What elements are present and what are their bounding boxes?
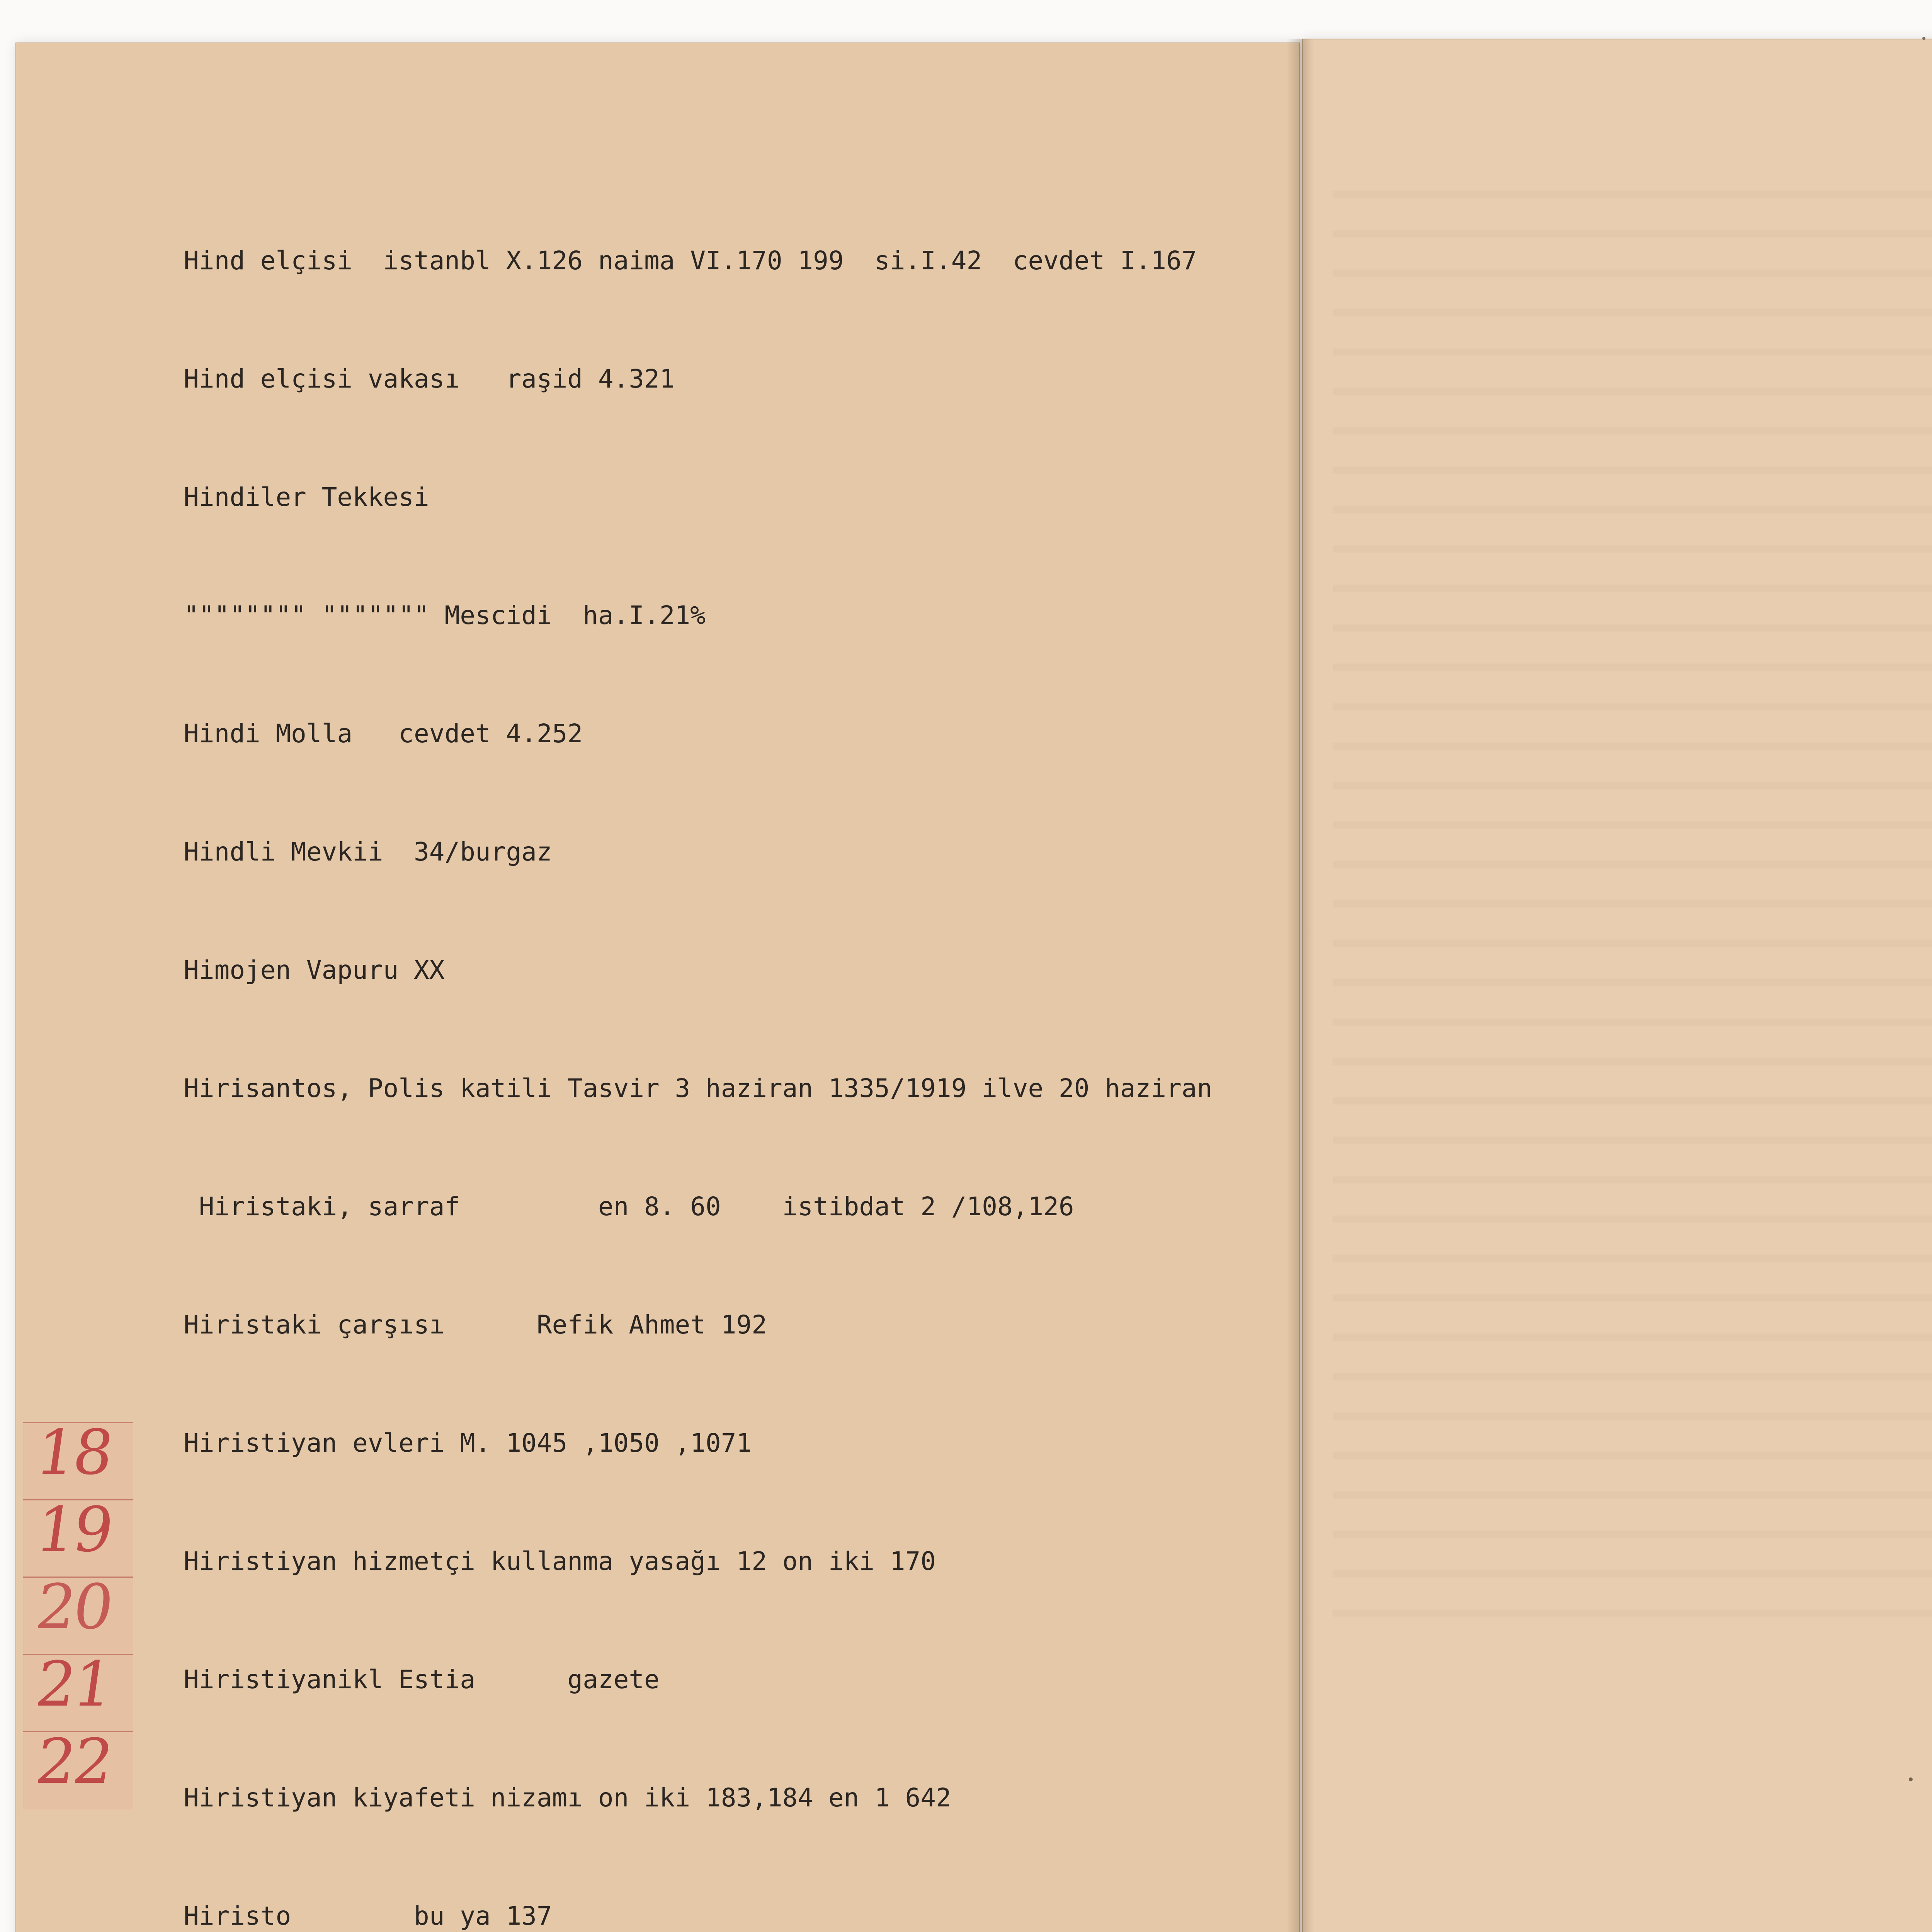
page-speck (1909, 1777, 1913, 1781)
margin-number: 21 (31, 1648, 116, 1720)
entry-line: Hiristiyan evleri M. 1045 ,1050 ,1071 (184, 1428, 752, 1458)
margin-number: 20 (31, 1571, 116, 1643)
typed-index-entries (184, 162, 1212, 1932)
entry-line: Hiristiyan kiyafeti nizamı on iki 183,184 en 1 642 (184, 1783, 951, 1813)
entry-line: Himojen Vapuru XX (184, 955, 445, 985)
margin-number: 19 (31, 1493, 116, 1566)
entry-line: Hind elçisi vakası raşid 4.321 (184, 364, 675, 394)
entry-line: Hindli Mevkii 34/burgaz (184, 837, 552, 867)
entry-line: Hiristaki çarşısı Refik Ahmet 192 (184, 1310, 767, 1340)
entry-line: Hiristiyan hizmetçi kullanma yasağı 12 on iki 170 (184, 1546, 936, 1576)
right-page-bleed-through (1333, 166, 1932, 1634)
page-speck (1922, 37, 1925, 40)
entry-line: Hiristo bu ya 137 (184, 1901, 552, 1931)
margin-number: 22 (31, 1725, 116, 1798)
margin-number: 18 (31, 1416, 116, 1488)
entry-line: Hindi Molla cevdet 4.252 (184, 719, 583, 748)
entry-line: Hiristiyanikl Estia gazete (184, 1665, 660, 1694)
book-gutter (1287, 39, 1314, 1932)
entry-line: """""""" """"""" Mescidi ha.I.21% (184, 600, 706, 630)
entry-line: Hindiler Tekkesi (184, 482, 429, 512)
entry-line: Hiristaki, sarraf en 8. 60 istibdat 2 /108,126 (184, 1192, 1074, 1221)
entry-line: Hind elçisi istanbl X.126 naima VI.170 199 si.I.42 cevdet I.167 (184, 246, 1197, 276)
entry-line: Hirisantos, Polis katili Tasvir 3 haziran 1335/1919 ilve 20 haziran (184, 1073, 1213, 1103)
